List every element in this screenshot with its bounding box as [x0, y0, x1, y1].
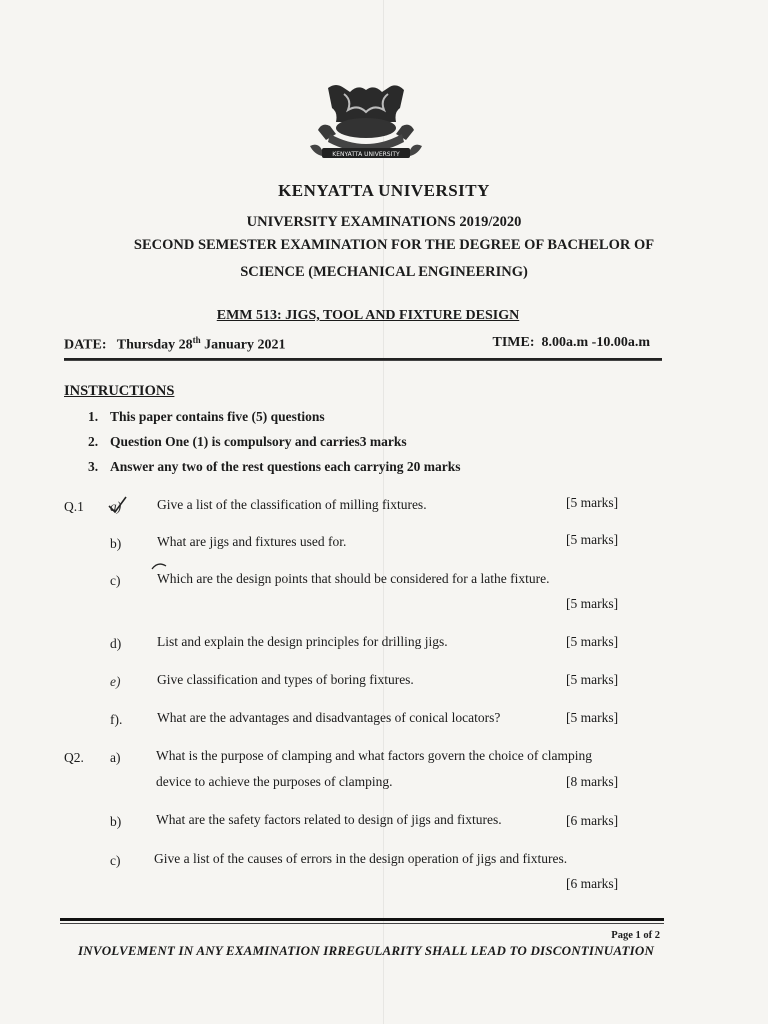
- instruction-item: [88, 409, 325, 425]
- q1-part-marks: [5 marks]: [566, 532, 619, 547]
- instruction-item: [88, 434, 407, 450]
- q2-part-text-continued: device to achieve the purposes of clamping.: [156, 774, 393, 789]
- instruction-number: 1.: [88, 409, 99, 424]
- crest-motto: KENYATTA UNIVERSITY: [332, 151, 400, 158]
- instruction-number: 2.: [88, 434, 99, 449]
- degree-line-2: SCIENCE (MECHANICAL ENGINEERING): [240, 264, 528, 280]
- q2-part-marks: [6 marks]: [566, 876, 619, 891]
- q1-part-marks: [5 marks]: [566, 710, 619, 725]
- pen-mark-icon: [150, 560, 170, 572]
- q1-part-letter: e): [110, 674, 121, 689]
- q2-part-letter: a): [110, 750, 121, 765]
- time-label: TIME:: [492, 335, 535, 350]
- irregularity-notice: INVOLVEMENT IN ANY EXAMINATION IRREGULARITY SHALL LEAD TO DISCONTINUATION: [78, 943, 655, 958]
- date-label: DATE:: [64, 337, 107, 353]
- date-time-row: [64, 335, 650, 354]
- instruction-text: Answer any two of the rest questions each carrying 20 marks: [110, 459, 461, 474]
- q1-part-text: What are jigs and fixtures used for.: [157, 534, 347, 549]
- footer-divider: [60, 918, 664, 921]
- q1-part-text: Which are the design points that should be considered for a lathe fixture.: [157, 571, 550, 586]
- q2-part-text: What are the safety factors related to design of jigs and fixtures.: [156, 812, 502, 827]
- q2-part-text: Give a list of the causes of errors in the design operation of jigs and fixtures.: [154, 851, 568, 866]
- q1-part-letter: b): [110, 536, 122, 551]
- q1-part-marks: [5 marks]: [566, 634, 619, 649]
- instruction-number: 3.: [88, 459, 99, 474]
- question-2-label: Q2.: [64, 750, 84, 765]
- exam-session: UNIVERSITY EXAMINATIONS 2019/2020: [246, 214, 522, 230]
- degree-line-1: SECOND SEMESTER EXAMINATION FOR THE DEGREE OF BACHELOR OF: [133, 237, 655, 253]
- q1-part-letter: d): [110, 636, 122, 651]
- q1-part-marks: [5 marks]: [566, 672, 619, 687]
- instruction-text: Question One (1) is compulsory and carries3 marks: [110, 434, 407, 449]
- university-name: KENYATTA UNIVERSITY: [278, 181, 490, 200]
- instruction-item: [88, 459, 460, 475]
- q1-part-text: What are the advantages and disadvantages of conical locators?: [157, 710, 501, 725]
- university-crest-icon: [300, 82, 432, 168]
- date-rest: January 2021: [200, 337, 286, 353]
- time-value: 8.00a.m -10.00a.m: [541, 335, 650, 350]
- date-suffix: th: [192, 335, 201, 345]
- q2-part-marks: [8 marks]: [566, 774, 619, 789]
- pen-tick-icon: [106, 494, 130, 516]
- q2-part-letter: c): [110, 853, 121, 868]
- time-block: [493, 335, 651, 351]
- q1-part-marks: [5 marks]: [566, 495, 619, 510]
- header-divider: [64, 358, 662, 361]
- q1-part-letter: f).: [110, 712, 123, 727]
- q2-part-marks: [6 marks]: [566, 813, 619, 828]
- q2-part-letter: b): [110, 814, 122, 829]
- q1-part-letter: a): [110, 499, 122, 514]
- date-value: Thursday 28: [116, 337, 193, 353]
- page-number: Page 1 of 2: [611, 930, 660, 941]
- course-title: EMM 513: JIGS, TOOL AND FIXTURE DESIGN: [216, 308, 520, 323]
- instruction-text: This paper contains five (5) questions: [110, 409, 325, 424]
- q1-part-letter: c): [110, 573, 121, 588]
- question-1-label: Q.1: [64, 499, 84, 514]
- q1-part-text: List and explain the design principles for drilling jigs.: [157, 634, 448, 649]
- q1-part-text: Give a list of the classification of milling fixtures.: [157, 497, 427, 512]
- footer-divider-thin: [60, 923, 664, 924]
- q1-part-marks: [5 marks]: [566, 596, 619, 611]
- q2-part-text: What is the purpose of clamping and what factors govern the choice of clamping: [156, 748, 592, 763]
- instructions-title: INSTRUCTIONS: [64, 383, 175, 399]
- q1-part-text: Give classification and types of boring fixtures.: [157, 672, 414, 687]
